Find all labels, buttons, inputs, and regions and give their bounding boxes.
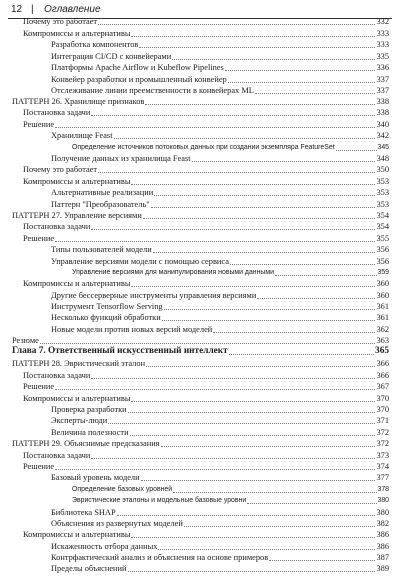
toc-entry xyxy=(51,130,389,141)
dot-leader xyxy=(114,138,376,139)
dot-leader xyxy=(145,104,375,105)
toc-entry xyxy=(23,221,389,232)
dot-leader xyxy=(91,458,375,459)
dot-leader xyxy=(162,320,376,321)
dot-leader xyxy=(173,492,376,493)
toc-entry-page: 335 xyxy=(376,52,389,61)
toc-entry-title: Компромиссы и альтернативы xyxy=(23,177,131,186)
dot-leader xyxy=(130,435,376,436)
dot-leader xyxy=(153,252,376,253)
dot-leader xyxy=(128,571,376,572)
toc-entry-page: 345 xyxy=(377,144,389,151)
toc-entry xyxy=(51,507,389,518)
toc-entry xyxy=(23,119,389,130)
toc-entry xyxy=(51,301,389,312)
dot-leader xyxy=(269,560,375,561)
toc-entry-title: Компромиссы и альтернативы xyxy=(23,530,131,539)
toc-entry-title: Постановка задачи xyxy=(23,451,91,460)
dot-leader xyxy=(108,423,375,424)
dot-leader xyxy=(40,343,376,344)
dot-leader xyxy=(151,207,376,208)
toc-entry-title: Паттерн "Преобразователь" xyxy=(51,200,150,209)
toc-entry xyxy=(51,187,389,198)
dot-leader xyxy=(184,526,376,527)
toc-entry-page: 363 xyxy=(376,336,389,345)
dot-leader xyxy=(158,549,375,550)
toc-entry-title: Почему это работает xyxy=(23,165,98,174)
toc-entry-page: 367 xyxy=(376,382,389,391)
toc-entry-title: ПАТТЕРН 28. Эвристический эталон xyxy=(12,359,146,368)
toc-entry-page: 372 xyxy=(376,439,389,448)
dot-leader xyxy=(336,150,377,151)
dot-leader xyxy=(131,184,375,185)
dot-leader xyxy=(55,469,375,470)
dot-leader xyxy=(55,389,375,390)
toc-entry xyxy=(51,541,389,552)
toc-entry xyxy=(51,290,389,301)
toc-entry-page: 353 xyxy=(376,200,389,209)
toc-entry-title: Резюме xyxy=(12,336,39,345)
dot-leader xyxy=(139,47,375,48)
toc-entry xyxy=(51,427,389,438)
toc-entry xyxy=(72,267,389,278)
toc-entry-title: Постановка задачи xyxy=(23,108,91,117)
toc-entry xyxy=(12,358,389,369)
toc-entry-page: 377 xyxy=(376,473,389,482)
dot-leader xyxy=(213,332,375,333)
dot-leader xyxy=(91,378,375,379)
toc-entry-title: Альтернативные реализации xyxy=(51,188,154,197)
toc-entry-title: Базовый уровень модели xyxy=(51,473,140,482)
toc-entry-title: Эвристические эталоны и модельные базовые уровни xyxy=(72,497,247,504)
toc-entry-title: Проверка разработки xyxy=(51,405,127,414)
toc-entry xyxy=(72,142,389,153)
dot-leader xyxy=(230,264,376,265)
toc-entry xyxy=(12,438,389,449)
toc-entry xyxy=(51,74,389,85)
header-separator: | xyxy=(31,4,34,15)
toc-entry xyxy=(51,472,389,483)
toc-entry-page: 380 xyxy=(377,497,389,504)
toc-entry-title: Получение данных из хранилища Feast xyxy=(51,154,191,163)
toc-entry-title: Постановка задачи xyxy=(23,371,91,380)
toc-entry-title: Контрфактический анализ и объяснения на основе примеров xyxy=(51,553,269,562)
toc-entry-title: Компромиссы и альтернативы xyxy=(23,394,131,403)
toc-entry-title: ПАТТЕРН 27. Управление версиями xyxy=(12,211,142,220)
toc-entry xyxy=(51,153,389,164)
toc-entry-page: 366 xyxy=(376,371,389,380)
toc-entry-title: Отслеживание линии преемственности в конвейерах ML xyxy=(51,86,254,95)
toc-entry-title: Решение xyxy=(23,234,55,243)
dot-leader xyxy=(131,401,375,402)
toc-entry-title: Компромиссы и альтернативы xyxy=(23,279,131,288)
toc-entry xyxy=(12,96,389,107)
toc-entry-page: 359 xyxy=(377,269,389,276)
toc-entry-page: 338 xyxy=(376,97,389,106)
dot-leader xyxy=(247,503,376,504)
toc-entry-title: Несколько функций обработки xyxy=(51,313,161,322)
toc-entry-page: 354 xyxy=(376,211,389,220)
dot-leader xyxy=(229,354,374,355)
dot-leader xyxy=(161,446,376,447)
toc-entry-title: Интеграция CI/CD с конвейерами xyxy=(51,52,172,61)
dot-leader xyxy=(225,70,376,71)
toc-entry-title: Новые модели против новых версий моделей xyxy=(51,325,213,334)
toc-entry-page: 348 xyxy=(376,154,389,163)
dot-leader xyxy=(257,298,375,299)
toc-entry-page: 386 xyxy=(376,530,389,539)
toc-entry xyxy=(51,244,389,255)
toc-entry xyxy=(23,28,389,39)
toc-entry-page: 374 xyxy=(376,462,389,471)
toc-entry xyxy=(51,85,389,96)
toc-entry xyxy=(51,39,389,50)
toc-entry-title: Типы пользователей модели xyxy=(51,245,152,254)
toc-entry-page: 387 xyxy=(376,553,389,562)
toc-entry xyxy=(23,164,389,175)
toc-entry xyxy=(51,256,389,267)
dot-leader xyxy=(141,480,376,481)
toc-entry-title: Платформы Apache Airflow и Kubeflow Pipelines xyxy=(51,63,224,72)
toc-entry-title: Решение xyxy=(23,120,55,129)
dot-leader xyxy=(98,24,375,25)
toc-entry-page: 382 xyxy=(376,519,389,528)
toc-entry-page: 340 xyxy=(376,120,389,129)
dot-leader xyxy=(55,241,375,242)
dot-leader xyxy=(146,366,375,367)
toc-entry-page: 366 xyxy=(376,359,389,368)
toc-entry-title: Эксперты-люди xyxy=(51,416,108,425)
toc-entry-title: Решение xyxy=(23,462,55,471)
dot-leader xyxy=(131,537,375,538)
toc-entry xyxy=(23,278,389,289)
toc-entry-page: 361 xyxy=(376,313,389,322)
dot-leader xyxy=(131,36,375,37)
toc-entry xyxy=(51,312,389,323)
toc-entry xyxy=(51,199,389,210)
toc-entry-page: 371 xyxy=(376,416,389,425)
toc-entry-page: 361 xyxy=(376,302,389,311)
toc-entry-page: 380 xyxy=(376,508,389,517)
toc-entry-title: Компромиссы и альтернативы xyxy=(23,29,131,38)
page-number: 12 xyxy=(11,4,23,15)
header-title: Оглавление xyxy=(44,4,101,15)
toc-entry-page: 365 xyxy=(375,346,389,356)
toc-entry xyxy=(23,16,389,27)
toc-entry xyxy=(51,415,389,426)
toc-entry-title: Разработка компонентов xyxy=(51,40,139,49)
toc-entry-page: 353 xyxy=(376,177,389,186)
dot-leader xyxy=(98,172,375,173)
toc-entry-page: 350 xyxy=(376,165,389,174)
toc-entry xyxy=(51,62,389,73)
toc-entry-page: 355 xyxy=(376,234,389,243)
toc-entry-title: Инструмент Tensorflow Serving xyxy=(51,302,163,311)
toc-entry-title: Библиотека SHAP xyxy=(51,508,116,517)
dot-leader xyxy=(91,229,375,230)
toc-entry xyxy=(51,51,389,62)
toc-entry-page: 360 xyxy=(376,279,389,288)
toc-entry-page: 370 xyxy=(376,405,389,414)
dot-leader xyxy=(275,275,377,276)
dot-leader xyxy=(55,127,375,128)
toc-entry-title: ПАТТЕРН 26. Хранилище признаков xyxy=(12,97,145,106)
toc-entry-page: 362 xyxy=(376,325,389,334)
toc-entry-page: 333 xyxy=(376,29,389,38)
dot-leader xyxy=(143,218,376,219)
toc-entry-title: Управление версиями для манипулирования новыми данными xyxy=(72,269,274,276)
toc-entry-title: Пределы объяснений xyxy=(51,564,127,573)
toc-entry-page: 389 xyxy=(376,564,389,573)
toc-entry-page: 356 xyxy=(376,245,389,254)
toc-entry-title: Решение xyxy=(23,382,55,391)
toc-entry xyxy=(23,450,389,461)
toc-entry xyxy=(23,233,389,244)
toc-entry xyxy=(23,461,389,472)
toc-entry-title: Объяснения из развернутых моделей xyxy=(51,519,183,528)
toc-entry-page: 353 xyxy=(376,188,389,197)
toc-entry-title: Другие бессерверные инструменты управления версиями xyxy=(51,291,257,300)
dot-leader xyxy=(228,82,376,83)
toc-entry-title: Определение источников потоковых данных при создании экземпляра FeatureSet xyxy=(72,144,335,151)
toc-entry-page: 337 xyxy=(376,75,389,84)
toc-entry xyxy=(51,324,389,335)
dot-leader xyxy=(128,412,376,413)
toc-entry xyxy=(51,518,389,529)
toc-entry-page: 332 xyxy=(376,17,389,26)
toc-entry-page: 373 xyxy=(376,451,389,460)
toc-entry-title: Почему это работает xyxy=(23,17,98,26)
toc-entry-title: Глава 7. Ответственный искусственный интеллект xyxy=(12,346,228,356)
toc-entry xyxy=(23,529,389,540)
dot-leader xyxy=(117,515,376,516)
toc-entry-page: 342 xyxy=(376,131,389,140)
toc-entry-page: 354 xyxy=(376,222,389,231)
toc-entry-page: 372 xyxy=(376,428,389,437)
toc-entry-title: Конвейер разработки и промышленный конвейер xyxy=(51,75,227,84)
toc-entry-title: Определение базовых уровней xyxy=(72,486,173,493)
toc-entry-title: Хранилище Feast xyxy=(51,131,113,140)
toc-entry xyxy=(23,393,389,404)
toc-entry xyxy=(72,495,389,506)
toc-entry xyxy=(23,370,389,381)
dot-leader xyxy=(154,195,375,196)
toc-entry-title: Величина полезности xyxy=(51,428,129,437)
dot-leader xyxy=(131,286,375,287)
toc-entry-page: 336 xyxy=(376,63,389,72)
toc-entry xyxy=(51,404,389,415)
toc-entry-title: ПАТТЕРН 29. Объяснимые предсказания xyxy=(12,439,160,448)
toc-entry xyxy=(23,176,389,187)
toc-chapter-entry xyxy=(12,345,389,357)
dot-leader xyxy=(91,115,375,116)
toc-entry-page: 333 xyxy=(376,40,389,49)
dot-leader xyxy=(164,309,376,310)
toc-entry-page: 337 xyxy=(376,86,389,95)
toc-entry-page: 338 xyxy=(376,108,389,117)
dot-leader xyxy=(172,59,375,60)
toc-entry xyxy=(72,484,389,495)
toc-entry-page: 386 xyxy=(376,542,389,551)
toc-entry-page: 378 xyxy=(377,486,389,493)
dot-leader xyxy=(255,93,376,94)
toc-entry xyxy=(23,381,389,392)
toc-entry-page: 360 xyxy=(376,291,389,300)
toc-entry xyxy=(23,107,389,118)
toc-entry-title: Искаженность отбора данных xyxy=(51,542,158,551)
dot-leader xyxy=(192,161,376,162)
toc-entry xyxy=(51,563,389,574)
toc-entry-page: 356 xyxy=(376,257,389,266)
toc-entry-title: Постановка задачи xyxy=(23,222,91,231)
toc-entry-page: 370 xyxy=(376,394,389,403)
toc-entry xyxy=(51,552,389,563)
toc-entry-title: Управление версиями модели с помощью сервиса xyxy=(51,257,229,266)
toc-entry xyxy=(12,210,389,221)
